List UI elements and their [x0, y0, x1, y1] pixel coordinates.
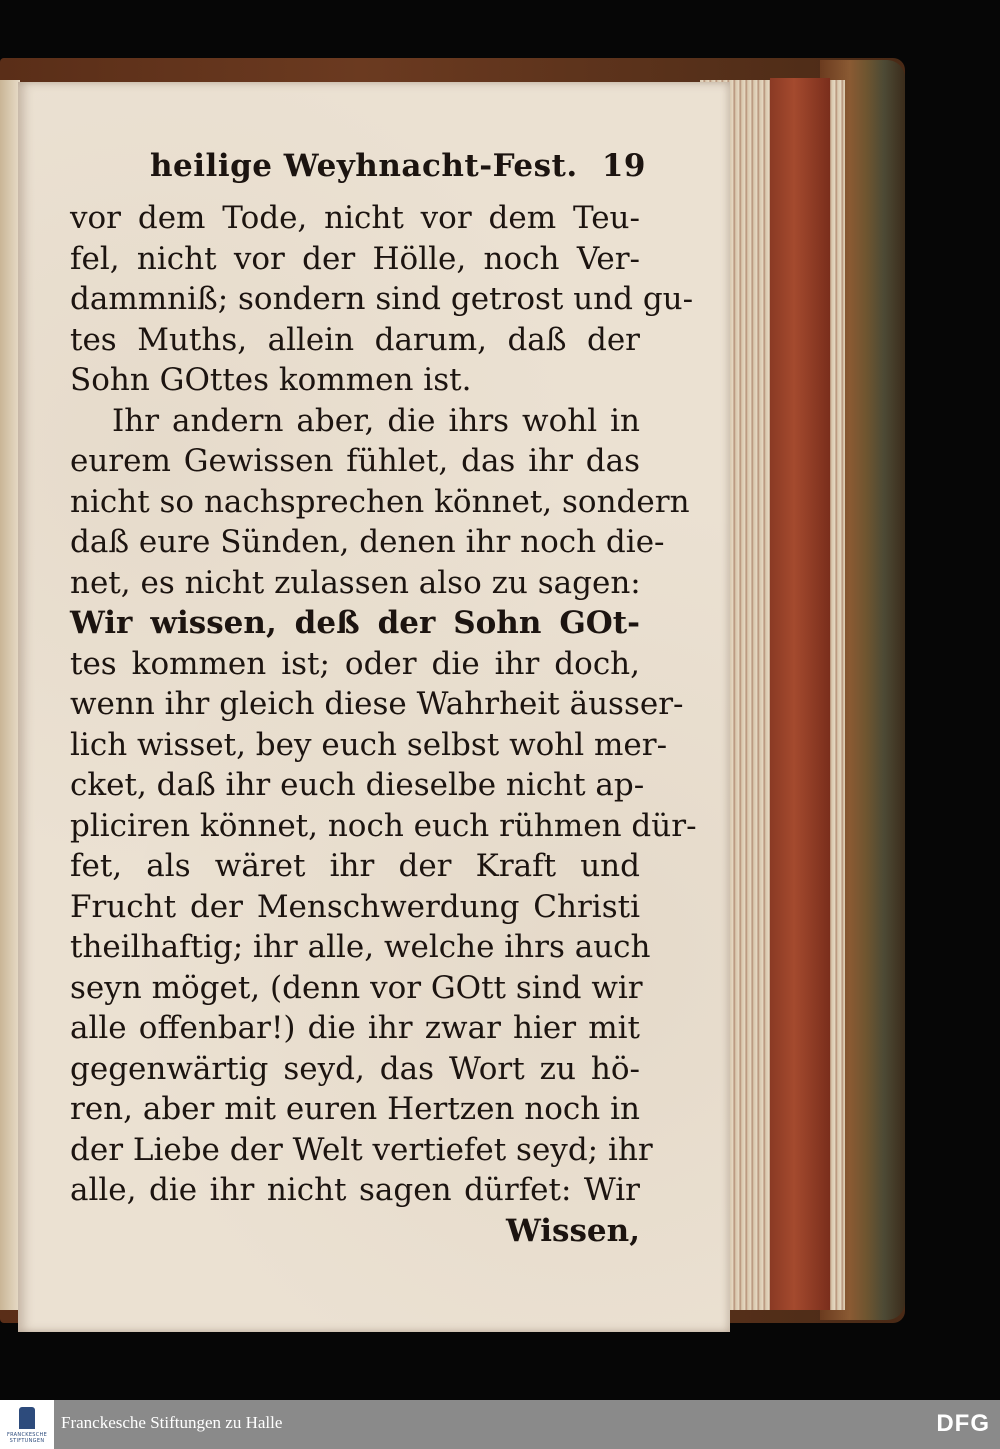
text-line: daß eure Sünden, denen ihr noch die-	[70, 524, 665, 560]
logo-text: FRANCKESCHE STIFTUNGEN	[6, 1432, 48, 1444]
text-line: net, es nicht zulassen also zu sagen:	[70, 564, 641, 601]
text-line: wenn ihr gleich diese Wahrheit äusser-	[70, 686, 684, 722]
text-line: fel, nicht vor der Hölle, noch Ver-	[70, 240, 640, 277]
page-number: 19	[601, 148, 646, 184]
text-line: tes Muths, allein darum, daß der	[70, 321, 640, 358]
book-page	[18, 82, 730, 1332]
text-line: nicht so nachsprechen könnet, sondern	[70, 483, 690, 520]
text-line: Frucht der Menschwerdung Christi	[70, 888, 640, 925]
text-line: lich wisset, bey euch selbst wohl mer-	[70, 726, 668, 763]
text-line: alle, die ihr nicht sagen dürfet: Wir	[70, 1172, 640, 1208]
text-line: Ihr andern aber, die ihrs wohl in	[112, 402, 640, 439]
text-line: pliciren könnet, noch euch rühmen dür-	[70, 807, 697, 844]
dfg-logo[interactable]: DFG	[936, 1410, 990, 1437]
text-line: der Liebe der Welt vertiefet seyd; ihr	[70, 1131, 653, 1168]
text-line: gegenwärtig seyd, das Wort zu hö-	[70, 1050, 640, 1087]
text-line: alle offenbar!) die ihr zwar hier mit	[70, 1010, 640, 1046]
text-line: Sohn GOttes kommen ist.	[70, 362, 472, 398]
text-line: vor dem Tode, nicht vor dem Teu-	[70, 200, 640, 236]
running-head: heilige Weyhnacht-Fest.	[150, 148, 578, 184]
text-line: ren, aber mit euren Hertzen noch in	[70, 1091, 640, 1127]
text-line: seyn möget, (denn vor GOtt sind wir	[70, 969, 643, 1006]
page-text	[70, 148, 697, 1251]
franckesche-logo[interactable]	[0, 1400, 54, 1449]
text-line: tes kommen ist; oder die ihr doch,	[70, 645, 640, 682]
page-header	[70, 148, 646, 198]
text-line: Wir wissen, deß der Sohn GOt-	[70, 605, 640, 641]
footer-bar	[0, 1400, 1000, 1449]
building-icon	[19, 1407, 35, 1429]
red-page-edges	[770, 78, 830, 1310]
text-line: cket, daß ihr euch dieselbe nicht ap-	[70, 767, 645, 803]
text-line: eurem Gewissen fühlet, das ihr das	[70, 443, 640, 479]
catchword: Wissen,	[505, 1212, 640, 1249]
left-page-sliver	[0, 80, 20, 1310]
text-line: dammniß; sondern sind getrost und gu-	[70, 281, 694, 317]
text-line: fet, als wäret ihr der Kraft und	[70, 848, 640, 884]
institution-name[interactable]: Franckesche Stiftungen zu Halle	[61, 1413, 283, 1432]
text-line: theilhaftig; ihr alle, welche ihrs auch	[70, 929, 651, 965]
